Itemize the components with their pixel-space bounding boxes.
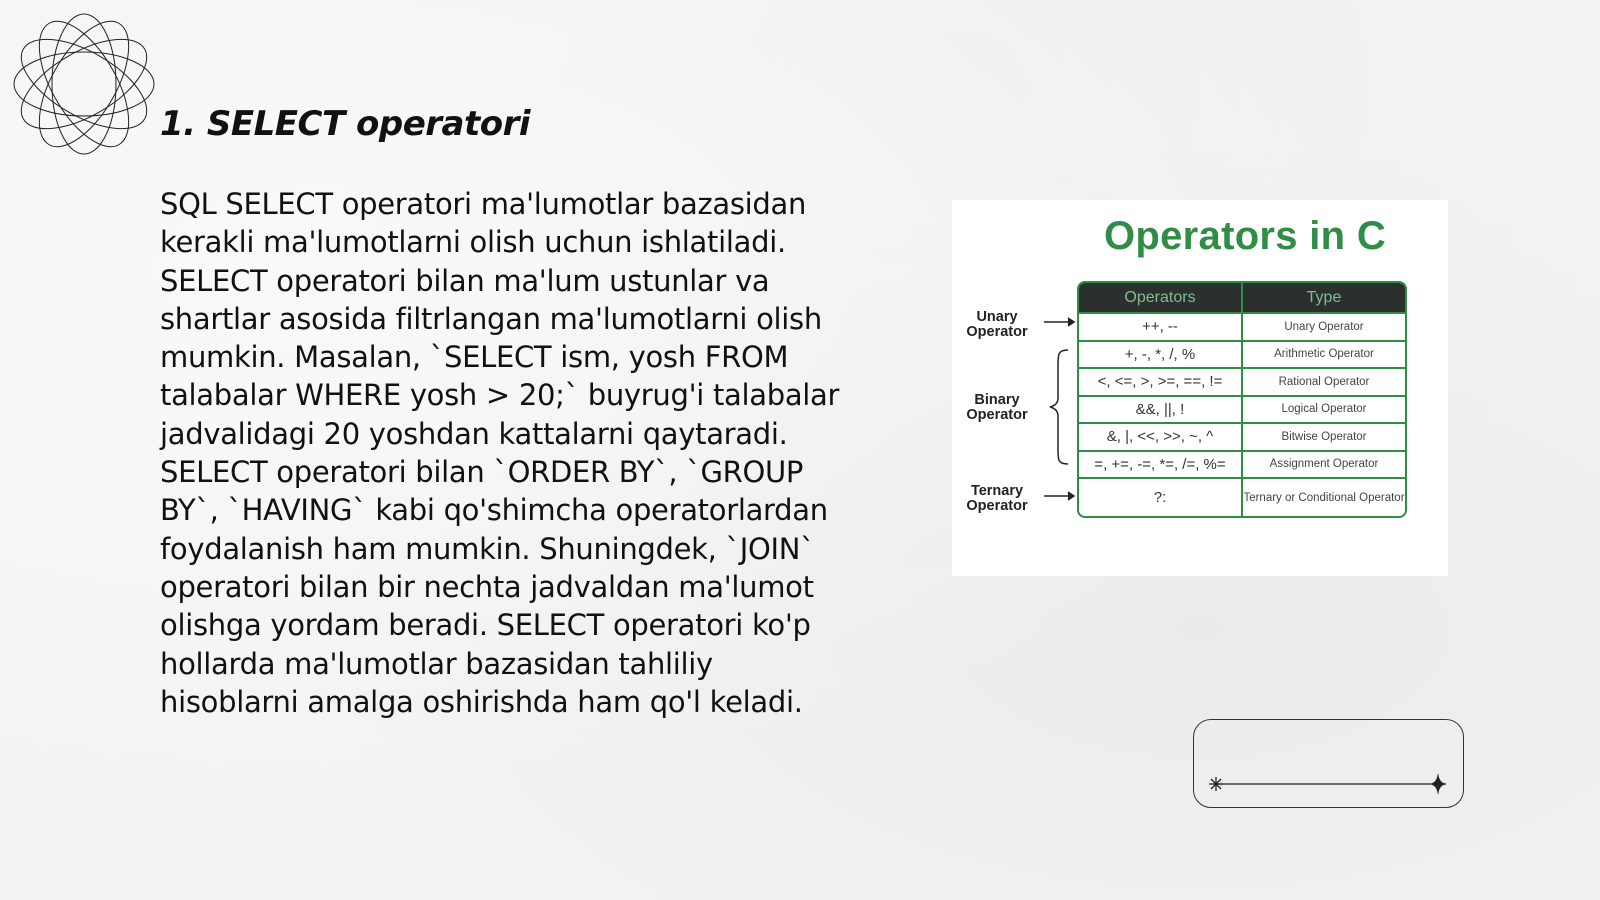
table-row (1079, 422, 1405, 450)
cell-operators: <, <=, >, >=, ==, != (1079, 367, 1241, 395)
timeline-line-icon (1208, 774, 1452, 794)
table-row (1079, 477, 1405, 516)
operators-table (1077, 281, 1407, 518)
cell-type: Logical Operator (1241, 395, 1405, 423)
cell-type: Bitwise Operator (1241, 422, 1405, 450)
table-row (1079, 340, 1405, 368)
figure-title: Operators in C (1103, 214, 1387, 258)
slide-body-text: SQL SELECT operatori ma'lumotlar bazasidan kerakli ma'lumotlarni olish uchun ishlatiladi. SELECT operatori bilan ma'lum ustunlar va shartlar asosida filtrlangan ma'lumotlarni olish mumkin. Masalan, `SELECT ism, yosh FROM talabalar WHERE yosh > 20;` buyrug'i talabalar jadvalidagi 20 yoshdan kattalarni qaytaradi. SELECT operatori bilan `ORDER BY`, `GROUP BY`, `HAVING` kabi qo'shimcha operatorlardan foydalanish ham mumkin. Shuningdek, `JOIN` operatori bilan bir nechta jadvaldan ma'lumot olishga yordam beradi. SELECT operatori ko'p hollarda ma'lumotlar bazasidan tahliliy hisoblarni amalga oshirishda ham qo'l keladi. (160, 187, 840, 719)
operators-figure (952, 200, 1448, 576)
table-row (1079, 312, 1405, 340)
header-operators: Operators (1079, 283, 1241, 312)
timeline-decoration-box (1193, 719, 1464, 808)
binary-label (952, 393, 1042, 423)
ternary-label-line1: Ternary (970, 483, 1024, 499)
cell-type: Assignment Operator (1241, 450, 1405, 478)
cell-type: Rational Operator (1241, 367, 1405, 395)
unary-label-line2: Operator (966, 324, 1028, 340)
cell-type: Unary Operator (1241, 312, 1405, 340)
cell-operators: =, +=, -=, *=, /=, %= (1079, 450, 1241, 478)
binary-label-line1: Binary (974, 392, 1020, 408)
cell-operators: &, |, <<, >>, ~, ^ (1079, 422, 1241, 450)
unary-label-line1: Unary (976, 309, 1018, 325)
ternary-label (952, 484, 1042, 514)
table-row (1079, 450, 1405, 478)
circles-ornament-icon (10, 10, 158, 158)
cell-type: Arithmetic Operator (1241, 340, 1405, 368)
cell-operators: ?: (1079, 477, 1241, 516)
cell-operators: ++, -- (1079, 312, 1241, 340)
unary-label (952, 310, 1042, 340)
grouping-arrows-icon (1042, 310, 1082, 540)
header-type: Type (1241, 283, 1405, 312)
table-row (1079, 395, 1405, 423)
table-row (1079, 367, 1405, 395)
ternary-label-line2: Operator (966, 498, 1028, 514)
slide-title: 1. SELECT operatori (160, 104, 530, 144)
table-header-row (1079, 283, 1405, 312)
cell-operators: +, -, *, /, % (1079, 340, 1241, 368)
cell-type: Ternary or Conditional Operator (1241, 477, 1405, 516)
binary-label-line2: Operator (966, 407, 1028, 423)
cell-operators: &&, ||, ! (1079, 395, 1241, 423)
